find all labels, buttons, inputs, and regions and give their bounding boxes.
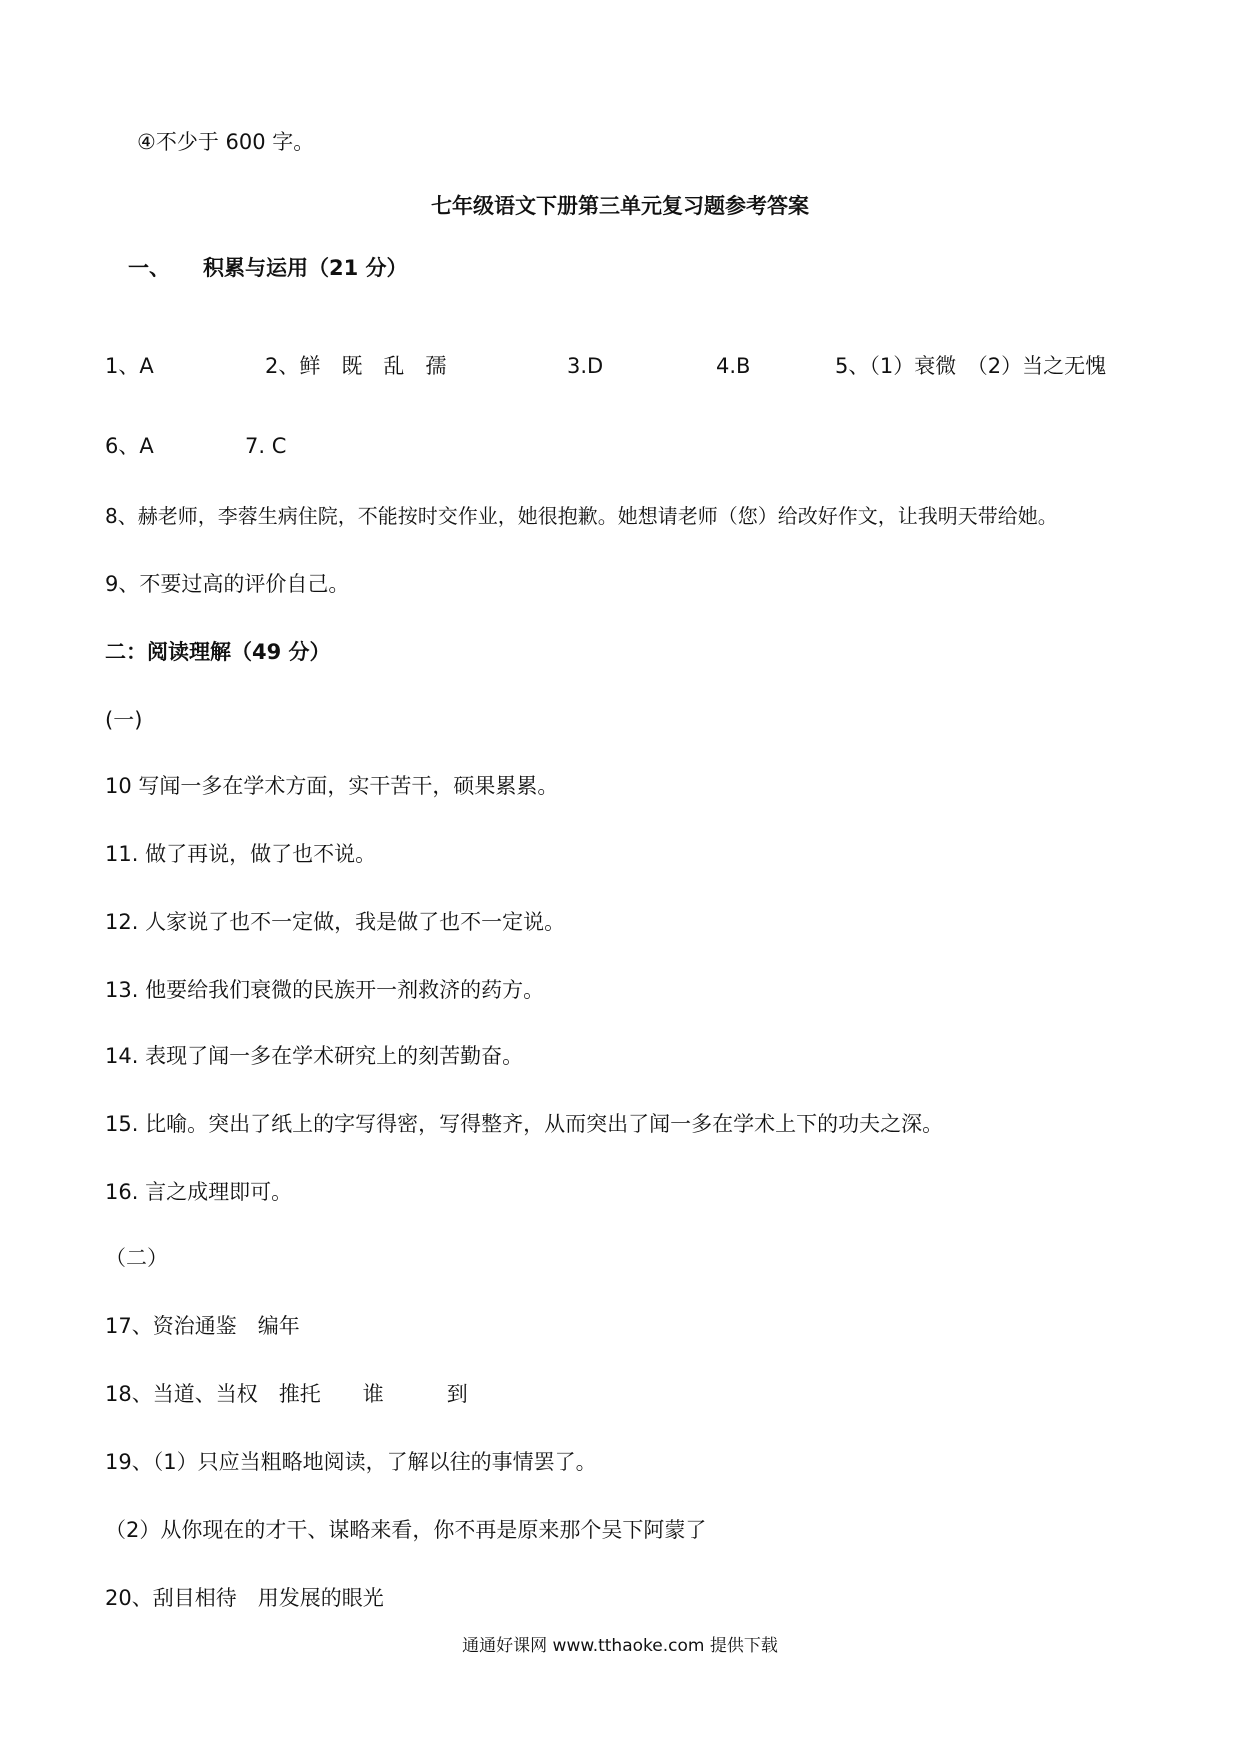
section-number: 一、: [128, 256, 170, 280]
answer-18: 18、当道、当权 推托 谁 到: [105, 1382, 468, 1406]
answer-7: 7. C: [245, 434, 287, 458]
answer-6: 6、A: [105, 434, 154, 458]
answer-15: 15. 比喻。突出了纸上的字写得密，写得整齐，从而突出了闻一多在学术上下的功夫之深。: [105, 1112, 944, 1136]
answer-1: 1、A: [105, 354, 154, 378]
answer-19-1: 19、（1）只应当粗略地阅读，了解以往的事情罢了。: [105, 1450, 597, 1474]
answer-14: 14. 表现了闻一多在学术研究上的刻苦勤奋。: [105, 1044, 524, 1068]
page-title: 七年级语文下册第三单元复习题参考答案: [431, 194, 809, 218]
section-title: 积累与运用（21 分）: [203, 256, 408, 280]
section-heading-2: 二：阅读理解（49 分）: [105, 640, 331, 664]
answer-17: 17、资治通鉴 编年: [105, 1314, 300, 1338]
answer-8: 8、赫老师，李蓉生病住院，不能按时交作业，她很抱歉。她想请老师（您）给改好作文，让我明天带给她。: [105, 504, 1058, 528]
answer-11: 11. 做了再说，做了也不说。: [105, 842, 377, 866]
answer-12: 12. 人家说了也不一定做，我是做了也不一定说。: [105, 910, 566, 934]
answer-19-2: （2）从你现在的才干、谋略来看，你不再是原来那个吴下阿蒙了: [105, 1518, 707, 1542]
answer-2: 2、鲜 既 乱 孺: [265, 354, 447, 378]
requirement-line: ④不少于 600 字。: [137, 130, 315, 154]
answer-10: 10 写闻一多在学术方面，实干苦干，硕果累累。: [105, 774, 559, 798]
answer-16: 16. 言之成理即可。: [105, 1180, 293, 1204]
answer-20: 20、刮目相待 用发展的眼光: [105, 1586, 384, 1610]
subsection-1: (一): [105, 708, 143, 732]
answer-3: 3.D: [567, 354, 604, 378]
answer-9: 9、不要过高的评价自己。: [105, 572, 350, 596]
page-footer: 通通好课网 www.tthaoke.com 提供下载: [462, 1636, 778, 1656]
answer-13: 13. 他要给我们衰微的民族开一剂救济的药方。: [105, 978, 545, 1002]
answer-4: 4.B: [716, 354, 751, 378]
subsection-2: （二）: [105, 1246, 168, 1270]
answer-5: 5、（1）衰微 （2）当之无愧: [835, 354, 1107, 378]
